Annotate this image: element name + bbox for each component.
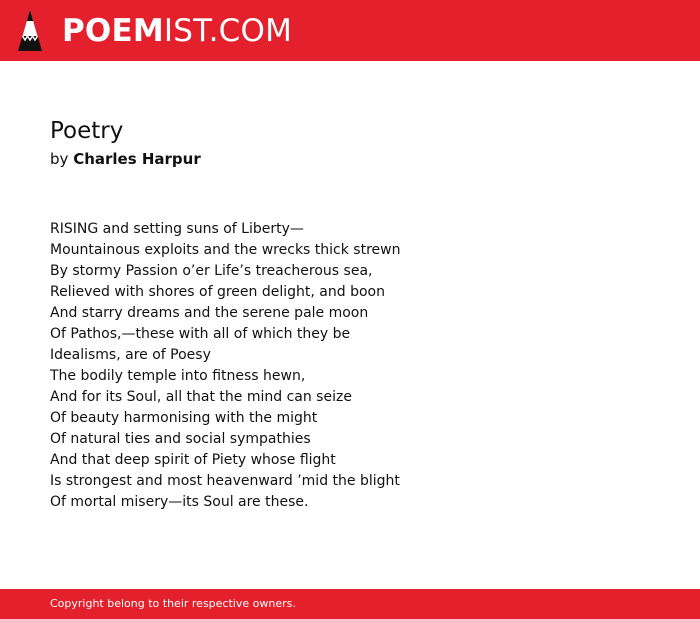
site-logo[interactable] bbox=[62, 12, 292, 50]
byline-prefix: by bbox=[50, 150, 69, 168]
pencil-icon[interactable] bbox=[18, 10, 42, 51]
poem-line: And that deep spirit of Piety whose flight bbox=[50, 452, 336, 468]
poem-line: RISING and setting suns of Liberty— bbox=[50, 221, 304, 237]
poem-line: Relieved with shores of green delight, and boon bbox=[50, 284, 385, 300]
poem-line: And for its Soul, all that the mind can seize bbox=[50, 389, 352, 405]
poem-title: Poetry bbox=[50, 118, 124, 144]
poem-line: Of natural ties and social sympathies bbox=[50, 431, 311, 447]
poem-line: By stormy Passion o’er Life’s treacherous sea, bbox=[50, 263, 373, 279]
poem-line: Idealisms, are of Poesy bbox=[50, 347, 211, 363]
site-header bbox=[0, 0, 700, 61]
poem-line: The bodily temple into fitness hewn, bbox=[50, 368, 306, 384]
author-name: Charles Harpur bbox=[73, 150, 201, 168]
poem-line: Of Pathos,—these with all of which they be bbox=[50, 326, 351, 342]
poem-line: And starry dreams and the serene pale moon bbox=[50, 305, 369, 321]
poem-line: Mountainous exploits and the wrecks thick strewn bbox=[50, 242, 401, 258]
logo-text-bold: POEM bbox=[62, 13, 164, 49]
site-footer bbox=[0, 589, 700, 619]
copyright-text: Copyright belong to their respective owners. bbox=[50, 597, 296, 610]
logo-text-light: IST.COM bbox=[163, 13, 293, 49]
poem-line: Of mortal misery—its Soul are these. bbox=[50, 494, 309, 510]
byline bbox=[50, 149, 201, 169]
poem-body bbox=[50, 219, 400, 513]
poem-line: Is strongest and most heavenward ’mid the blight bbox=[50, 473, 400, 489]
poem-line: Of beauty harmonising with the might bbox=[50, 410, 318, 426]
